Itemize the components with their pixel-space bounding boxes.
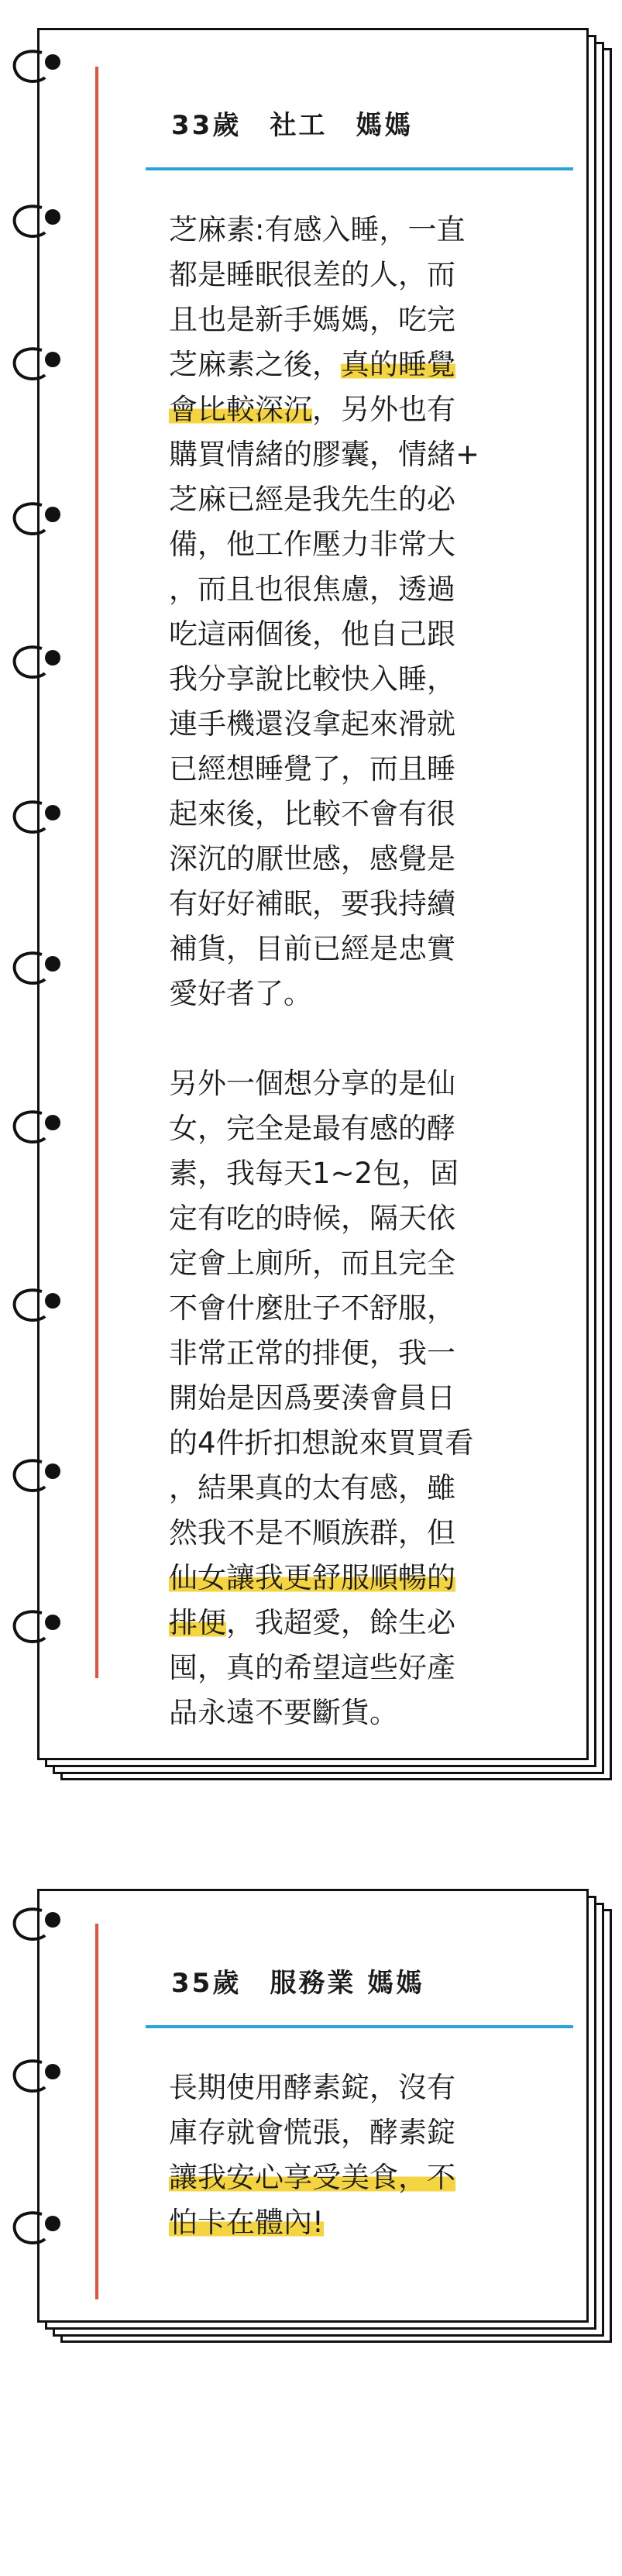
text-segment: 女，完全是最有感的酵 <box>169 1112 455 1145</box>
text-segment: 起來後，比較不會有很 <box>169 797 455 831</box>
text-segment: 深沉的厭世感，感覺是 <box>169 842 455 875</box>
text-line <box>169 1466 525 1511</box>
notebook-ring-icon <box>11 1457 65 1494</box>
text-line <box>169 1331 525 1376</box>
text-line <box>169 1196 525 1241</box>
title-divider <box>146 2025 573 2028</box>
text-segment: 備，他工作壓力非常大 <box>169 528 455 561</box>
notebook-ring-icon <box>11 799 65 836</box>
notebook-ring-icon <box>11 950 65 987</box>
text-line <box>169 1106 525 1151</box>
text-segment: 長期使用酵素錠，沒有 <box>169 2071 455 2104</box>
highlighted-text: 會比較深沉 <box>169 393 312 426</box>
text-line <box>169 612 525 657</box>
highlighted-text: 真的睡覺 <box>341 348 455 381</box>
highlighted-text: 排便 <box>169 1606 226 1639</box>
text-segment: 且也是新手媽媽，吃完 <box>169 303 455 336</box>
text-segment: 芝麻已經是我先生的必 <box>169 483 455 516</box>
text-segment: ，結果真的太有感，雖 <box>169 1471 455 1505</box>
text-segment: 芝麻素:有感入睡，一直 <box>169 213 466 246</box>
text-line <box>169 972 525 1016</box>
testimonial-text <box>169 2065 525 2245</box>
text-segment: ，我超愛，餘生必 <box>226 1606 455 1639</box>
text-segment: 定會上廁所，而且完全 <box>169 1247 455 1280</box>
text-line <box>169 747 525 792</box>
text-segment: 愛好者了。 <box>169 977 312 1010</box>
text-line <box>169 1421 525 1466</box>
text-line <box>169 2110 525 2155</box>
notebook-ring-icon <box>11 48 65 85</box>
text-line <box>169 1690 525 1735</box>
text-segment: ，而且也很焦慮，透過 <box>169 573 455 606</box>
text-segment: 不會什麼肚子不舒服， <box>169 1291 455 1325</box>
testimonial-text <box>169 208 525 1735</box>
notebook-ring-icon <box>11 203 65 240</box>
testimonial-paragraph <box>169 1061 525 1735</box>
margin-line <box>95 67 98 1678</box>
card-title: 35歲 服務業 媽媽 <box>171 1968 425 1999</box>
text-segment: 定有吃的時候，隔天依 <box>169 1202 455 1235</box>
text-line <box>169 837 525 882</box>
text-line <box>169 477 525 522</box>
highlighted-text: 仙女讓我更舒服順暢的 <box>169 1561 455 1594</box>
text-line <box>169 342 525 387</box>
notebook-ring-icon <box>11 644 65 681</box>
notebook-ring-icon <box>11 1109 65 1146</box>
text-line <box>169 522 525 567</box>
highlighted-text: 怕卡在體內! <box>169 2206 324 2239</box>
text-line <box>169 1601 525 1646</box>
margin-line <box>95 1924 98 2299</box>
text-line <box>169 1646 525 1690</box>
text-line <box>169 927 525 972</box>
notebook-ring-icon <box>11 2058 65 2095</box>
text-segment: 我分享說比較快入睡， <box>169 662 455 696</box>
notebook-ring-icon <box>11 346 65 383</box>
text-line <box>169 387 525 432</box>
text-line <box>169 792 525 837</box>
text-line <box>169 253 525 297</box>
text-segment: 連手機還沒拿起來滑就 <box>169 707 455 741</box>
text-segment: 補貨，目前已經是忠實 <box>169 932 455 965</box>
text-line <box>169 2065 525 2110</box>
text-segment: 品永遠不要斷貨。 <box>169 1696 398 1729</box>
text-segment: 囤，真的希望這些好產 <box>169 1651 455 1684</box>
highlighted-text: 讓我安心享受美食，不 <box>169 2161 455 2194</box>
notebook-ring-icon <box>11 2210 65 2247</box>
testimonial-paragraph <box>169 2065 525 2245</box>
text-line <box>169 1151 525 1196</box>
text-segment: ，另外也有 <box>312 393 455 426</box>
text-segment: 芝麻素之後， <box>169 348 341 381</box>
text-segment: 庫存就會慌張，酵素錠 <box>169 2116 455 2149</box>
text-segment: 的4件折扣想說來買買看 <box>169 1426 474 1460</box>
text-segment: 有好好補眠，要我持續 <box>169 887 455 920</box>
text-segment: 都是睡眠很差的人，而 <box>169 258 455 291</box>
notebook-ring-icon <box>11 500 65 538</box>
text-line <box>169 2155 525 2200</box>
notebook-ring-icon <box>11 1906 65 1943</box>
text-segment: 吃這兩個後，他自己跟 <box>169 617 455 651</box>
title-divider <box>146 167 573 170</box>
text-line <box>169 1061 525 1106</box>
text-line <box>169 1241 525 1286</box>
text-line <box>169 297 525 342</box>
text-segment: 素，我每天1~2包，固 <box>169 1157 459 1190</box>
text-line <box>169 702 525 747</box>
text-segment: 購買情緒的膠囊，情緒+ <box>169 438 480 471</box>
testimonial-card-1 <box>37 28 589 1802</box>
text-segment: 開始是因爲要湊會員日 <box>169 1381 455 1415</box>
text-segment: 非常正常的排便，我一 <box>169 1336 455 1370</box>
text-line <box>169 1376 525 1421</box>
text-line <box>169 208 525 253</box>
text-line <box>169 657 525 702</box>
text-line <box>169 567 525 612</box>
text-line <box>169 1511 525 1556</box>
text-line <box>169 432 525 477</box>
notebook-ring-icon <box>11 1608 65 1646</box>
text-line <box>169 1556 525 1601</box>
notebook-ring-icon <box>11 1287 65 1324</box>
text-segment: 然我不是不順族群，但 <box>169 1516 455 1549</box>
text-segment: 已經想睡覺了，而且睡 <box>169 752 455 786</box>
text-line <box>169 2200 525 2245</box>
card-title: 33歲 社工 媽媽 <box>171 110 414 141</box>
text-line <box>169 1286 525 1331</box>
testimonial-card-2 <box>37 1889 589 2323</box>
text-line <box>169 882 525 927</box>
text-segment: 另外一個想分享的是仙 <box>169 1067 455 1100</box>
testimonial-paragraph <box>169 208 525 1016</box>
